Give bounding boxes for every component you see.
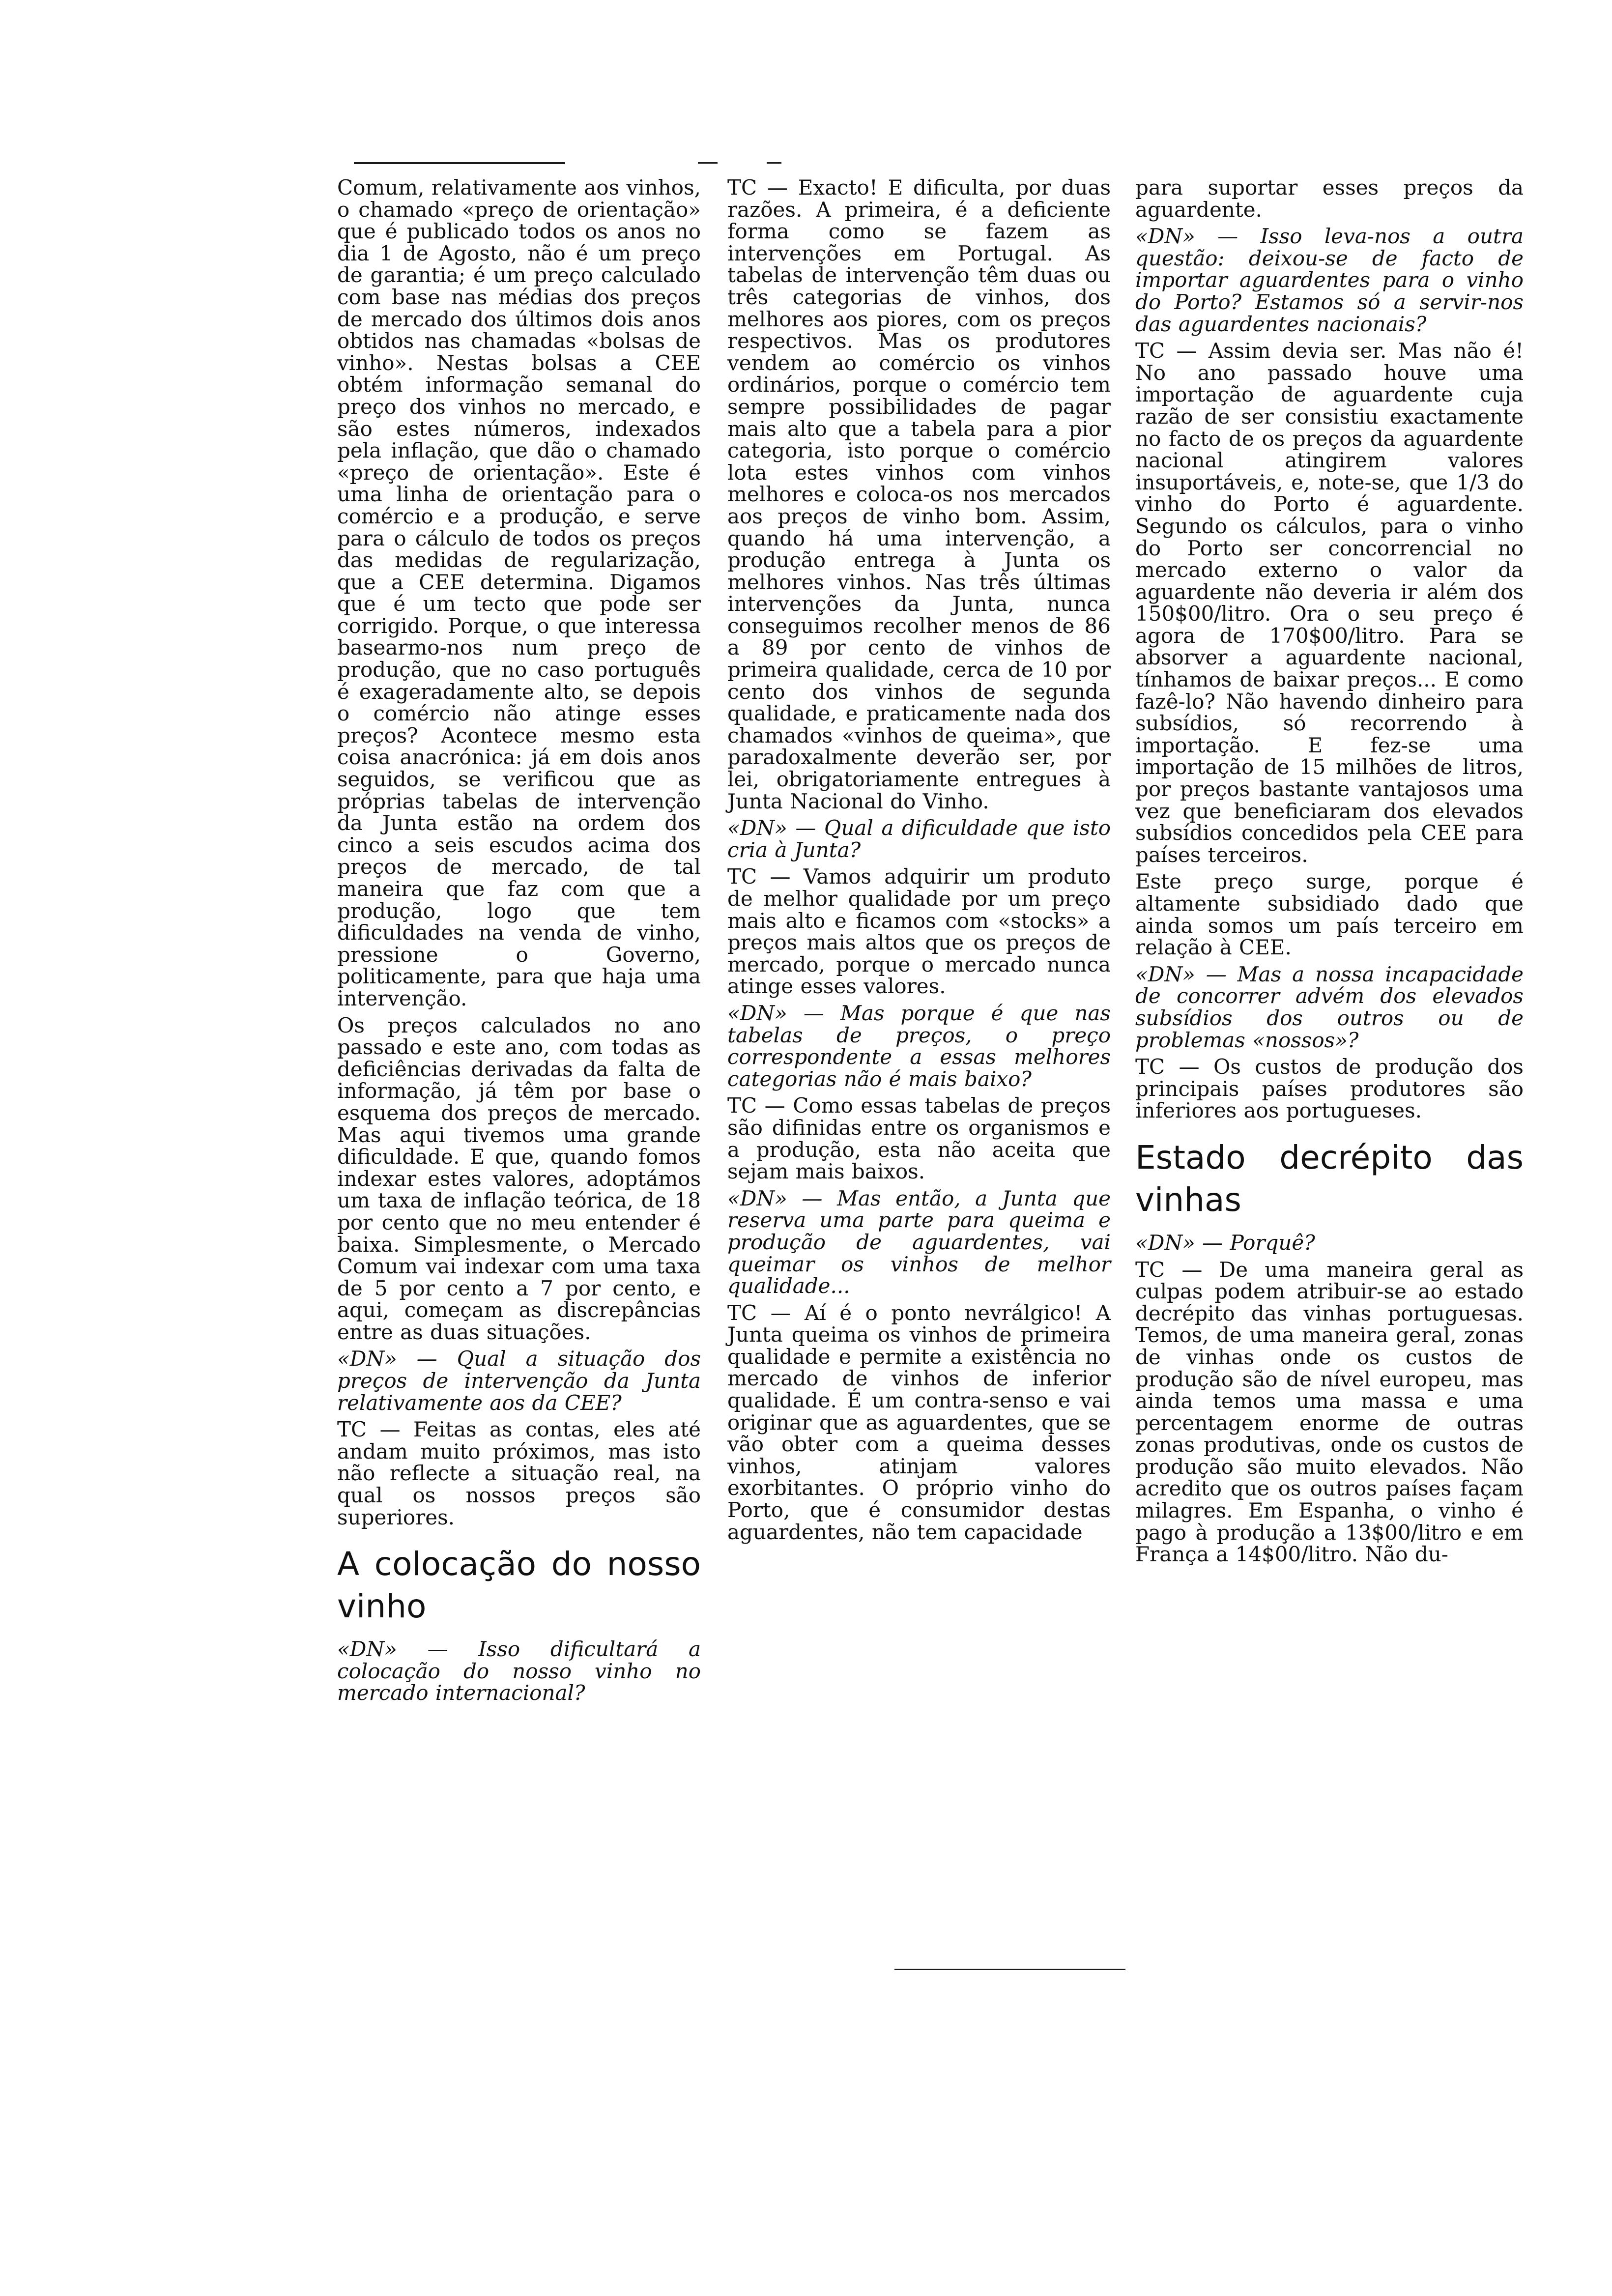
col3-question-3: «DN» — Porquê? [1135,1230,1315,1255]
col2-paragraph-2: TC — Vamos adquirir um produto de melhor qualidade por um preço mais alto e ficamos com «stocks» a preços mais altos que os preços de mercado, porque o mercado nunca atinge esses valores. [727,864,1111,999]
col1-paragraph-1: Comum, relativamente aos vinhos, o chamado «preço de orientação» que é publicado todos os anos no dia 1 de Agosto, não é um preço de garantia; é um preço calculado com base nas médias dos preços de mercado dos últimos dois anos obtidos nas chamadas «bolsas de vinho». Nestas bolsas a CEE obtém informação semanal do preço dos vinhos no mercado, e são estes números, indexados pela inflação, que dão o chamado «preço de orientação». Este é uma linha de orientação para o comércio e a produção, e serve para o cálculo de todos os preços das medidas de regularização, que a CEE determina. Digamos que é um tecto que pode ser corrigido. Porque, o que interessa basearmo-nos num preço de produção, que no caso português é exageradamente alto, se depois o comércio não atinge esses preços? Acontece mesmo esta coisa anacrónica: já em dois anos seguidos, se verificou que as próprias tabelas de intervenção da Junta estão na ordem dos cinco a seis escudos acima dos preços de mercado, de tal maneira que faz com que a produção, logo que tem dificuldades na venda de vinho, pressione o Governo, politicamente, para que haja uma intervenção. [337,175,701,1010]
col3-paragraph-5: TC — De uma maneira geral as culpas podem atribuir-se ao estado decrépito das vinhas portuguesas. Temos, de uma maneira geral, zonas de vinhas onde os custos de produção são de nível europeu, mas ainda temos uma massa e uma percentagem enorme de outras zonas produtivas, onde os custos de produção são muito elevados. Não acredito que os outros países façam milagres. Em Espanha, o vinho é pago à produção a 13$00/litro e em França a 14$00/litro. Não du- [1135,1257,1524,1567]
col2-question-3: «DN» — Mas então, a Junta que reserva uma parte para queima e produção de aguardentes, vai queimar os vinhos de melhor qualidade... [727,1186,1111,1298]
col3-paragraph-3: Este preço surge, porque é altamente subsidiado dado que ainda somos um país terceiro em relação à CEE. [1135,869,1524,960]
col1-paragraph-3: TC — Feitas as contas, eles até andam muito próximos, mas isto não reflecte a situação real, na qual os nossos preços são superiores. [337,1417,701,1529]
col1-question-2: «DN» — Isso dificultará a colocação do nosso vinho no mercado internacional? [337,1637,701,1705]
col2-question-1: «DN» — Qual a dificuldade que isto cria à Junta? [727,816,1111,862]
col1-question-1: «DN» — Qual a situação dos preços de intervenção da Junta relativamente aos da CEE? [337,1347,701,1415]
col1-paragraph-2: Os preços calculados no ano passado e este ano, com todas as deficiências derivadas da falta de informação, já têm por base o esquema dos preços de mercado. Mas aqui tivemos uma grande dificuldade. E que, quando fomos indexar estes valores, adoptámos um taxa de inflação teórica, de 18 por cento que no meu entender é baixa. Simplesmente, o Mercado Comum vai indexar com uma taxa de 5 por cento a 7 por cento, e aqui, começam as discrepâncias entre as duas situações. [337,1013,701,1344]
bottom-rule [894,1969,1125,1970]
top-rule-mid [698,162,718,164]
col2-paragraph-4: TC — Aí é o ponto nevrálgico! A Junta queima os vinhos de primeira qualidade e permite a existência no mercado de vinhos de inferior qualidade. É um contra-senso e vai originar que as aguardentes, que se vão obter com a queima desses vinhos, atinjam valores exorbitantes. O próprio vinho do Porto, que é consumidor destas aguardentes, não tem capacidade [727,1300,1111,1544]
top-rule-mid-2 [767,162,781,164]
col3-question-2: «DN» — Mas a nossa incapacidade de concorrer advém dos elevados subsídios dos outros ou de problemas «nossos»? [1135,962,1524,1052]
col2-paragraph-3: TC — Como essas tabelas de preços são difinidas entre os organismos e a produção, esta não aceita que sejam mais baixos. [727,1093,1111,1184]
column-3 [1135,177,1524,1571]
col3-paragraph-1: para suportar esses preços da aguardente. [1135,175,1524,222]
col3-paragraph-2: TC — Assim devia ser. Mas não é! No ano passado houve uma importação de aguardente cuja razão de ser consistiu exactamente no facto de os preços da aguardente nacional atingirem valores insuportáveis, e, note-se, que 1/3 do vinho do Porto é aguardente. Segundo os cálculos, para o vinho do Porto ser concorrencial no mercado externo o valor da aguardente não deveria ir além dos 150$00/litro. Ora o seu preço é agora de 170$00/litro. Para se absorver a aguardente nacional, tínhamos de baixar preços... E como fazê-lo? Não havendo dinheiro para subsídios, só recorrendo à importação. E fez-se uma importação de 15 milhões de litros, por preços bastante vantajosos uma vez que beneficiaram dos elevados subsídios concedidos pela CEE para países terceiros. [1135,339,1524,867]
col3-subheading: Estado decrépito das vinhas [1135,1138,1524,1219]
col2-question-2: «DN» — Mas porque é que nas tabelas de preços, o preço correspondente a essas melhores categorias não é mais baixo? [727,1001,1111,1091]
col2-paragraph-1: TC — Exacto! E dificulta, por duas razões. A primeira, é a deficiente forma como se fazem as intervenções em Portugal. As tabelas de intervenção têm duas ou três categorias de vinhos, dos melhores aos piores, com os preços respectivos. Mas os produtores vendem ao comércio os vinhos ordinários, porque o comércio tem sempre possibilidades de pagar mais alto que a tabela para a pior categoria, isto porque o comércio lota estes vinhos com vinhos melhores e coloca-os nos mercados aos preços de vinho bom. Assim, quando há uma intervenção, a produção entrega à Junta os melhores vinhos. Nas três últimas intervenções da Junta, nunca conseguimos recolher menos de 86 a 89 por cento de vinhos de primeira qualidade, cerca de 10 por cento dos vinhos de segunda qualidade, e praticamente nada dos chamados «vinhos de queima», que paradoxalmente deverão ser, por lei, obrigatoriamente entregues à Junta Nacional do Vinho. [727,175,1111,813]
col3-question-1: «DN» — Isso leva-nos a outra questão: deixou-se de facto de importar aguardentes para o vinho do Porto? Estamos só a servir-nos das aguardentes nacionais? [1135,224,1524,336]
column-1 [337,177,701,1709]
top-rule-left [354,162,565,164]
column-2 [727,177,1111,1548]
col1-subheading: A colocação do nosso vinho [337,1545,701,1626]
col3-paragraph-4: TC — Os custos de produção dos principais países produtores são inferiores aos portugueses. [1135,1055,1524,1123]
